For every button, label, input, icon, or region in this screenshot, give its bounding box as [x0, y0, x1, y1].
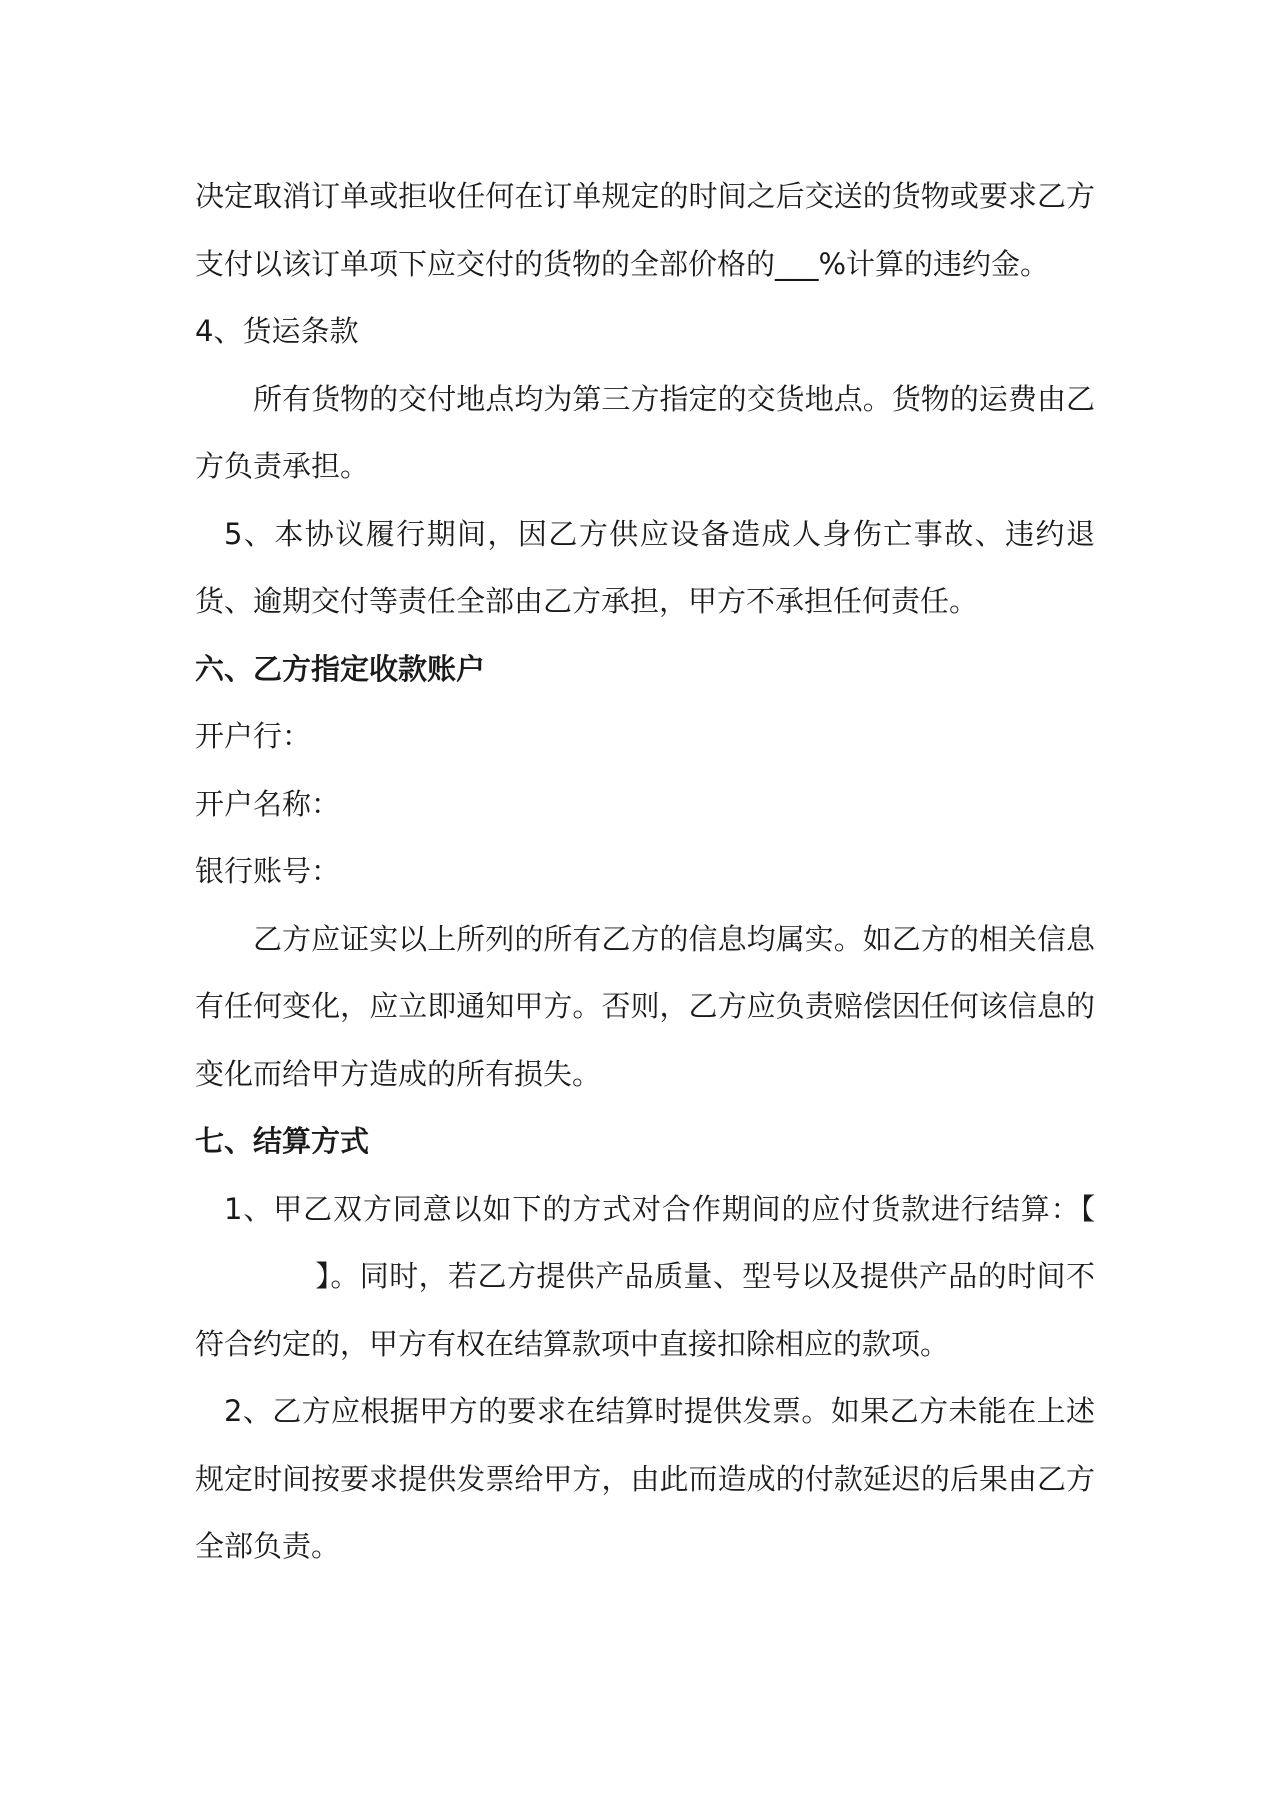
section-settlement-title: 七、结算方式 — [195, 1124, 370, 1158]
settlement-intro: 1、甲乙双方同意以如下的方式对合作期间的应付货款进行结算： — [224, 1191, 1081, 1226]
field-account-number: 银行账号： — [195, 854, 341, 888]
paragraph-invoice: 2、乙方应根据甲方的要求在结算时提供发票。如果乙方未能在上述规定时间按要求提供发票给甲方，由此而造成的付款延迟的后果由乙方全部负责。 — [195, 1394, 1095, 1563]
bracket-open: 【 — [1080, 1191, 1095, 1226]
paragraph-settlement — [195, 1176, 1095, 1379]
field-account-name: 开户名称： — [195, 786, 341, 821]
paragraph-penalty: 决定取消订单或拒收任何在订单规定的时间之后交送的货物或要求乙方支付以该订单项下应交付的货物的全部价格的___%计算的违约金。 — [195, 179, 1095, 281]
paragraph-freight: 所有货物的交付地点均为第三方指定的交货地点。货物的运费由乙方负责承担。 — [195, 381, 1095, 483]
section-freight-title: 4、货运条款 — [195, 314, 359, 348]
settlement-detail: 。同时，若乙方提供产品质量、型号以及提供产品的时间不符合约定的，甲方有权在结算款项中直接扣除相应的款项。 — [195, 1259, 1095, 1361]
document-page — [195, 163, 1095, 1581]
field-bank: 开户行： — [195, 719, 312, 753]
paragraph-liability: 5、本协议履行期间，因乙方供应设备造成人身伤亡事故、违约退货、逾期交付等责任全部由乙方承担，甲方不承担任何责任。 — [195, 516, 1095, 618]
section-account-title: 六、乙方指定收款账户 — [195, 651, 486, 686]
paragraph-info-accuracy: 乙方应证实以上所列的所有乙方的信息均属实。如乙方的相关信息有任何变化，应立即通知甲方。否则，乙方应负责赔偿因任何该信息的变化而给甲方造成的所有损失。 — [195, 921, 1095, 1091]
bracket-close: 】 — [315, 1259, 331, 1293]
